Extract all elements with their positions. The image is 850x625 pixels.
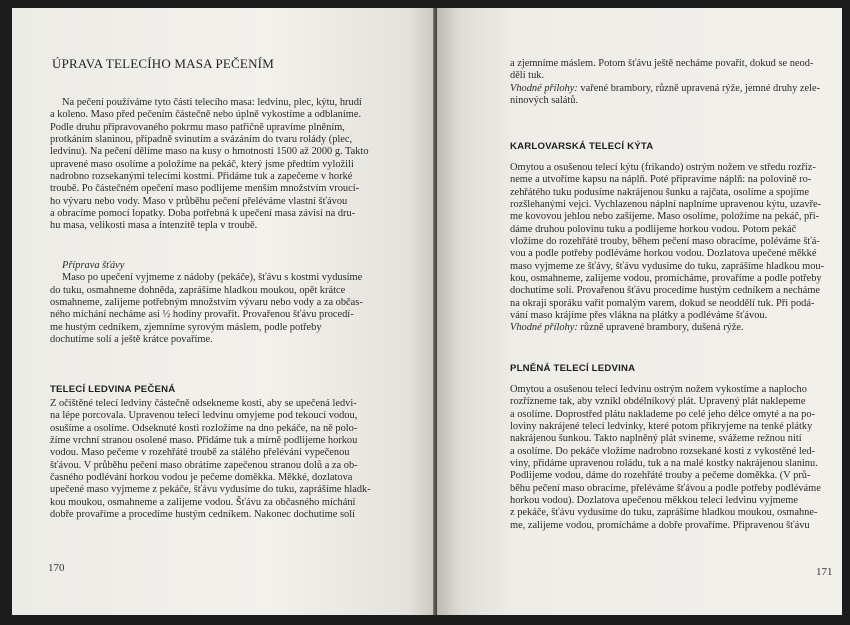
recipe-line: žíme vrchní stranou osolené maso. Přidáme tuk a mírně podlijeme horkou <box>50 435 358 447</box>
sauce-subtitle: Příprava šťávy <box>62 260 125 271</box>
sauce-line: me hustým cedníkem, zjemníme syrovým máslem, podle potřeby <box>50 321 322 333</box>
right-page <box>437 8 842 615</box>
recipe-line: horkou vodou). Dozlatova upečenou měkkou telecí ledvinu vyjmeme <box>510 495 798 507</box>
recipe-line: loviny nakrájené telecí ledvinky, které potom přikryjeme na tenké plátky <box>510 421 813 433</box>
intro-line: upravené maso osolíme a položíme na pekáč, který jsme předtím vyložili <box>50 158 354 170</box>
recipe-line: zehřátého tuku podusíme nakrájenou šunku a rajčata, osolíme a spojíme <box>510 186 809 198</box>
recipe-heading: PLNĚNÁ TELECÍ LEDVINA <box>510 363 636 374</box>
recipe-line: dáme druhou polovinu tuku a podlijeme horkou vodou. Potom pekáč <box>510 223 797 235</box>
chapter-title: ÚPRAVA TELECÍHO MASA PEČENÍM <box>52 56 274 71</box>
recipe-line: vložíme do rozehřáté trouby, během pečení maso obracíme, poléváme šťá- <box>510 236 820 248</box>
recipe-line: dochutíme solí. Provařenou šťávu procedíme hustým cedníkem a necháme <box>510 285 821 297</box>
recipe-line: neme a utvoříme kapsu na náplň. Poté připravíme náplň: na polovině ro- <box>510 174 812 186</box>
intro-line: hu masa, velikosti masa a intenzitě tepla v troubě. <box>50 220 258 232</box>
recipe-line: kou, osmahneme, zalijeme vodou, promícháme, provaříme a podle potřeby <box>510 273 822 285</box>
recipe-line: nakrájenou šunkou. Takto naplněný plát svineme, svážeme režnou nití <box>510 433 802 445</box>
recipe-line: a osolíme. Do pekáče vložíme nadrobno rozsekané kosti z vykostěné led- <box>510 445 815 457</box>
sauce-section <box>50 260 400 346</box>
recipe-line: kou moukou, osmahneme a zalijeme vodou. Šťávu za občasného míchání <box>50 496 356 508</box>
recipe-line: šťávou. V průběhu pečení maso obrátíme zapečenou stranou dolů a za ob- <box>50 459 358 471</box>
recipe-line: dobře provaříme a procedíme hustým cedníkem. Nakonec dochutíme solí <box>50 509 355 521</box>
recipe-line: vodou. Maso pečeme v rozehřáté troubě za stálého přelévání vypečenou <box>50 447 350 459</box>
recipe-line: upečené maso vyjmeme z pekáče, šťávu vydusíme do tuku, zaprášíme hladk- <box>50 484 371 496</box>
recipe-line: rozšlehanými vejci. Vychlazenou náplní naplníme upravenou kýtu, uzavře- <box>510 199 822 211</box>
recipe-line: na okraji sporáku vařit pomalým varem, dokud se neoddělí tuk. Při podá- <box>510 297 815 309</box>
side-dishes: Vhodné přílohy: vařené brambory, různě upravená rýže, jemné druhy zele- <box>510 82 821 94</box>
recipe-line: z pekáče, šťávu vydusíme do tuku, zaprášíme hladkou moukou, osmahne- <box>510 507 818 519</box>
recipe-line: běhu pečení maso obracíme, přeléváme šťávou a podle potřeby podléváme <box>510 482 821 494</box>
intro-line: a koleno. Maso před pečením částečně nebo úplně vykostíme a odblaníme. <box>50 109 362 121</box>
recipe-line: me kovovou jehlou nebo zašijeme. Maso osolíme, položíme na pekáč, při- <box>510 211 820 223</box>
recipe-line: maso vyjmeme ze šťávy, šťávu vydusíme do tuku, zaprášíme hladkou mou- <box>510 260 825 272</box>
intro-line: troubě. Po částečném opečení maso podlijeme menším množstvím vroucí- <box>50 183 360 195</box>
sauce-line: ného míchání necháme asi ½ hodiny provařit. Provařenou šťávu procedí- <box>50 309 354 321</box>
recipe-line: Podlijeme vodou, dáme do rozehřáté trouby a pečeme doměkka. (V prů- <box>510 470 811 482</box>
intro-line: Podle druhu připravovaného pokrmu maso patřičně upravíme plněním, <box>50 121 345 133</box>
recipe-line: viny, přidáme upravenou roládu, tuk a na malé kostky nakrájenou slaninu. <box>510 458 818 470</box>
recipe-line: a osolíme. Doprostřed plátu naklademe po celé jeho délce omyté a na po- <box>510 408 815 420</box>
left-page <box>12 8 437 615</box>
recipe-heading: TELECÍ LEDVINA PEČENÁ <box>50 384 176 395</box>
recipe-line: Omytou a osušenou telecí ledvinu ostrým nožem vykostíme a naplocho <box>510 384 807 395</box>
recipe-line: rozřízneme tak, aby vznikl obdélníkový plát. Upravený plát naklepeme <box>510 396 806 408</box>
intro-line: ledvinu). Na pečení dělíme maso na kusy o hmotnosti 1500 až 2000 g. Takto <box>50 146 369 158</box>
continued-line: dělí tuk. <box>510 70 545 82</box>
page-number: 170 <box>48 562 65 574</box>
intro-line: nadrobno rozsekanými telecími kostmi. Přidáme tuk a zapečeme v horké <box>50 171 353 183</box>
sauce-line: do tuku, osmahneme dohněda, zaprášíme hladkou moukou, opět krátce <box>50 284 346 296</box>
recipe-line: vání maso krájíme přes vlákna na plátky a podléváme šťávou. <box>510 310 768 322</box>
recipe-line: vou a podle potřeby podléváme horkou vodou. Dozlatova upečené měkké <box>510 248 817 260</box>
side-dishes: Vhodné přílohy: různě upravené brambory, dušená rýže. <box>510 322 744 334</box>
recipe-line: Omytou a osušenou telecí kýtu (frikando) ostrým nožem ve středu rozříz- <box>510 162 816 173</box>
recipe-line: osušíme a osolíme. Odseknuté kosti rozložíme na dno pekáče, na ně polo- <box>50 422 358 434</box>
side-dishes-line: ninových salátů. <box>510 95 579 107</box>
kyta-paragraph <box>510 162 835 335</box>
recipe-heading: KARLOVARSKÁ TELECÍ KÝTA <box>510 141 654 152</box>
recipe-line: Z očištěné telecí ledviny částečně odsekneme kosti, aby se upečená ledvi- <box>50 398 357 409</box>
sauce-line: osmahneme, zalijeme potřebným množstvím vývaru nebo vody a za občas- <box>50 297 363 309</box>
recipe-line: me, zalijeme vodou, promícháme a dobře provaříme. Připravenou šťávu <box>510 519 810 531</box>
recipe-line: na lépe porcovala. Upravenou telecí ledvinu omyjeme pod tekoucí vodou, <box>50 410 358 422</box>
ledvina-paragraph <box>50 398 400 521</box>
sauce-line: dochutíme solí a ještě krátce povaříme. <box>50 334 213 346</box>
recipe-line: časného podlévání horkou vodou je pečeme doměkka. Měkké, dozlatova <box>50 472 353 484</box>
sauce-line: Maso po upečení vyjmeme z nádoby (pekáče), šťávu s kostmi vydusíme <box>62 272 363 284</box>
continued-line: a zjemníme máslem. Potom šťávu ještě necháme povařit, dokud se neod- <box>510 58 814 69</box>
continued-paragraph <box>510 58 835 107</box>
intro-line: protkáním slaninou, případně svinutím a svázáním do tvaru rolády (plec, <box>50 134 353 146</box>
plnena-paragraph <box>510 384 835 532</box>
intro-line: Na pečení používáme tyto části telecího masa: ledvinu, plec, kýtu, hrudí <box>62 97 362 108</box>
page-number: 171 <box>816 566 833 578</box>
intro-line: ho vývaru nebo vody. Maso v průběhu pečení přeléváme vlastní šťávou <box>50 195 348 207</box>
intro-paragraph <box>50 97 400 233</box>
intro-line: a obracíme pomocí lopatky. Doba potřebná k upečení masa závisí na dru- <box>50 208 356 220</box>
